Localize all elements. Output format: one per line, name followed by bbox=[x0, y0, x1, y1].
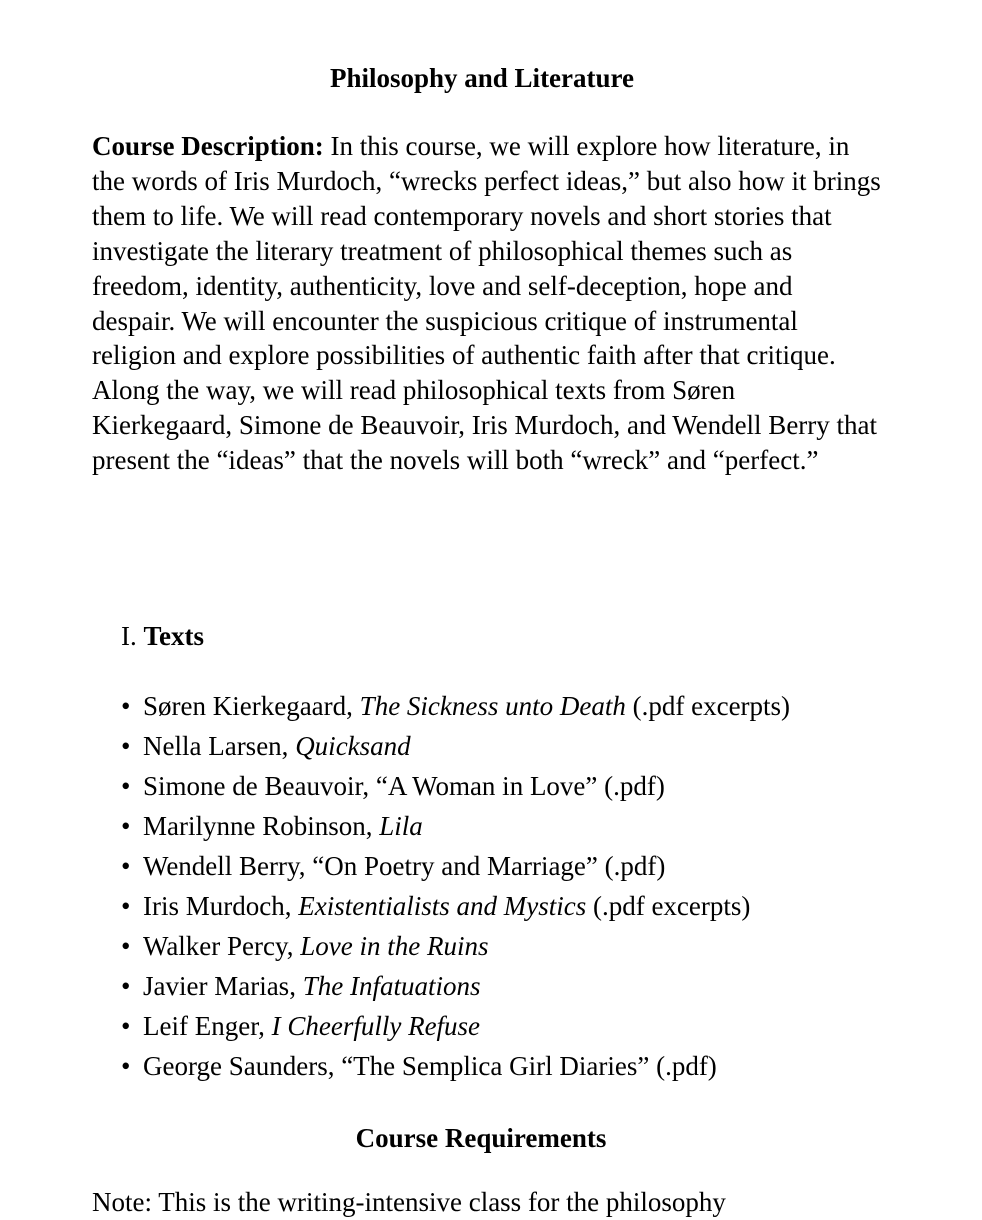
bullet-icon: • bbox=[121, 1051, 131, 1081]
course-requirements-heading: Course Requirements bbox=[355, 1123, 607, 1153]
item-author: Søren Kierkegaard, bbox=[143, 691, 360, 721]
item-author: Walker Percy, bbox=[143, 931, 301, 961]
page-title: Philosophy and Literature bbox=[329, 63, 635, 93]
section-heading-text: Texts bbox=[143, 621, 205, 651]
list-item bbox=[121, 1046, 790, 1086]
course-description bbox=[92, 129, 882, 478]
list-item bbox=[121, 886, 790, 926]
item-author: Leif Enger, bbox=[143, 1011, 272, 1041]
item-author: Wendell Berry, “On Poetry and Marriage” (.pdf) bbox=[143, 851, 666, 881]
item-work: Lila bbox=[379, 811, 423, 841]
item-work: Love in the Ruins bbox=[300, 931, 489, 961]
bullet-icon: • bbox=[121, 971, 131, 1001]
list-item bbox=[121, 846, 790, 886]
requirements-note-text: Note: This is the writing-intensive class for the philosophy bbox=[92, 1187, 726, 1217]
item-author: George Saunders, “The Semplica Girl Diaries” (.pdf) bbox=[143, 1051, 717, 1081]
list-item bbox=[121, 766, 790, 806]
item-work: Quicksand bbox=[295, 731, 411, 761]
bullet-icon: • bbox=[121, 851, 131, 881]
item-author: Iris Murdoch, bbox=[143, 891, 299, 921]
item-note: (.pdf excerpts) bbox=[586, 891, 751, 921]
bullet-icon: • bbox=[121, 811, 131, 841]
list-item bbox=[121, 966, 790, 1006]
item-work: Existentialists and Mystics bbox=[298, 891, 587, 921]
bullet-icon: • bbox=[121, 771, 131, 801]
list-item bbox=[121, 806, 790, 846]
section-numeral: I. bbox=[121, 621, 137, 651]
item-note: (.pdf excerpts) bbox=[625, 691, 791, 721]
item-author: Nella Larsen, bbox=[143, 731, 296, 761]
list-item bbox=[121, 1006, 790, 1046]
texts-list bbox=[121, 686, 790, 1086]
bullet-icon: • bbox=[121, 891, 131, 921]
texts-section-heading bbox=[121, 618, 204, 654]
course-description-label: Course Description: bbox=[92, 131, 324, 161]
bullet-icon: • bbox=[121, 931, 131, 961]
item-author: Marilynne Robinson, bbox=[143, 811, 380, 841]
list-item bbox=[121, 686, 790, 726]
item-author: Simone de Beauvoir, “A Woman in Love” (.pdf) bbox=[143, 771, 665, 801]
item-author: Javier Marias, bbox=[143, 971, 303, 1001]
bullet-icon: • bbox=[121, 691, 131, 721]
list-item bbox=[121, 726, 790, 766]
item-work: The Infatuations bbox=[302, 971, 481, 1001]
bullet-icon: • bbox=[121, 731, 131, 761]
item-work: The Sickness unto Death bbox=[359, 691, 626, 721]
item-work: I Cheerfully Refuse bbox=[271, 1011, 481, 1041]
bullet-icon: • bbox=[121, 1011, 131, 1041]
list-item bbox=[121, 926, 790, 966]
course-description-text: In this course, we will explore how literature, in the words of Iris Murdoch, “wrecks perfect ideas,” but also how it brings them to life. We will read contemporary novels and short stories that investigate the literary treatment of philosophical themes such as freedom, identity, authenticity, love and self-deception, hope and despair. We will encounter the suspicious critique of instrumental religion and explore possibilities of authentic faith after that critique. Along the way, we will read philosophical texts from Søren Kierkegaard, Simone de Beauvoir, Iris Murdoch, and Wendell Berry that present the “ideas” that the novels will both “wreck” and “perfect.” bbox=[92, 131, 881, 476]
